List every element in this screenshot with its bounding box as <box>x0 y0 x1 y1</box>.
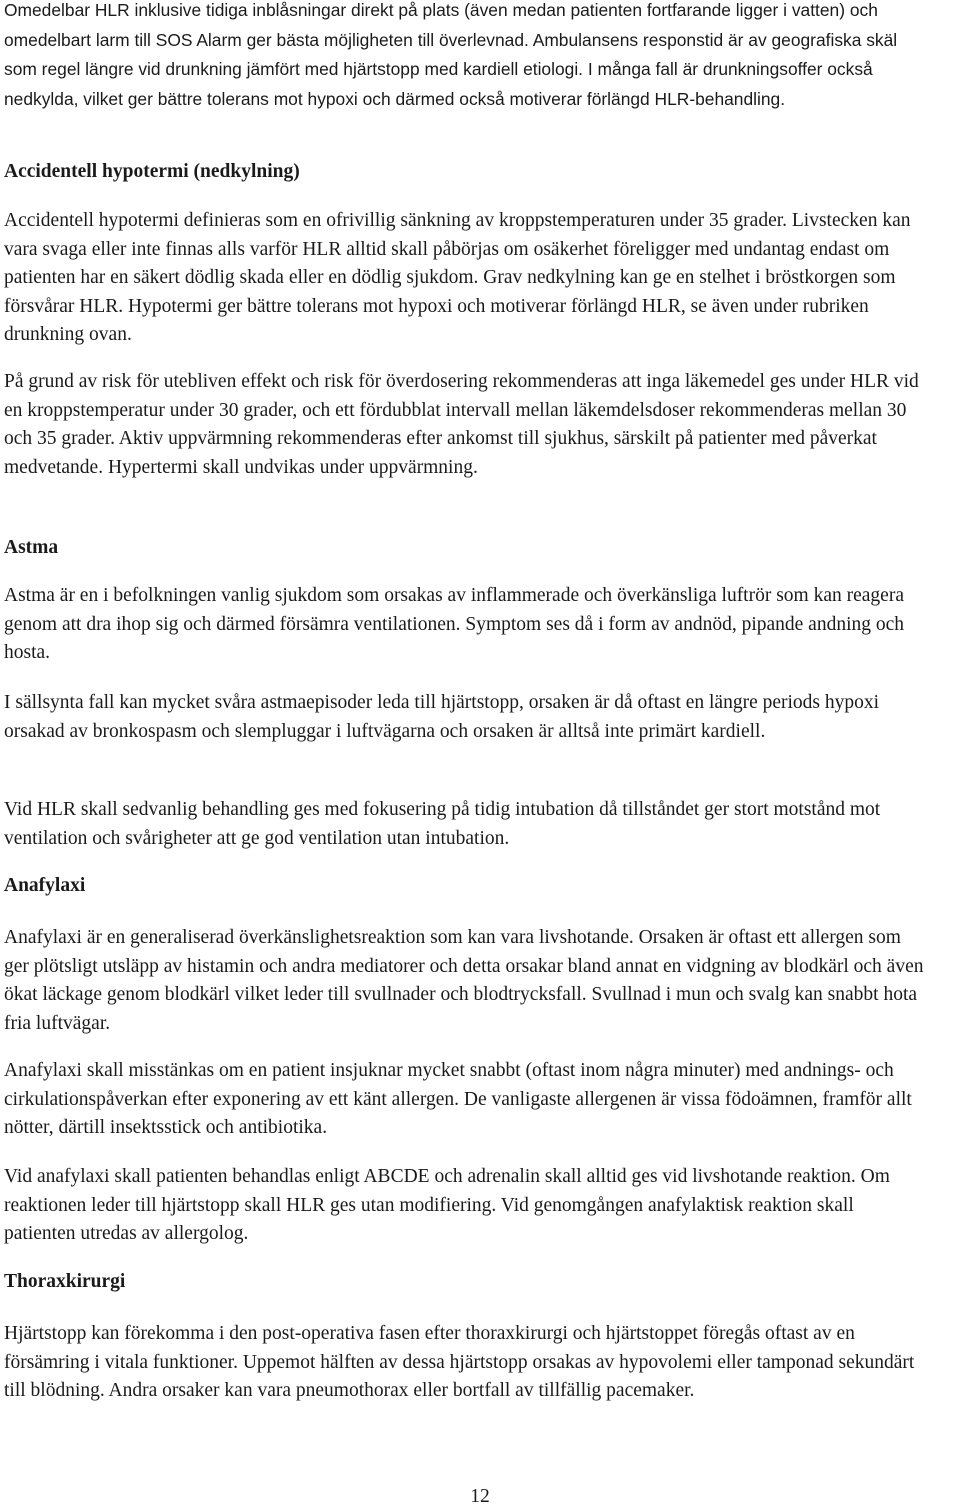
drunkning-paragraph <box>4 0 930 114</box>
anafylaxi-paragraph-2: Anafylaxi skall misstänkas om en patient insjuknar mycket snabbt (oftast inom några minuter) med andnings- och cirkulationspåverkan efter exponering av ett känt allergen. De vanligaste allergenen är vissa födoämnen, framför allt nötter, därtill insektsstick och antibiotika. <box>4 1060 912 1139</box>
section-heading-thoraxkirurgi: Thoraxkirurgi <box>4 1271 126 1292</box>
thoraxkirurgi-paragraph: Hjärtstopp kan förekomma i den post-operativa fasen efter thoraxkirurgi och hjärtstoppet föregås oftast av en försämring i vitala funktioner. Uppemot hälften av dessa hjärtstopp orsakas av hypovolemi eller tamponad sekundärt till blödning. Andra orsaker kan vara pneumothorax eller bortfall av tillfällig pacemaker. <box>4 1323 915 1402</box>
anafylaxi-paragraph-3: Vid anafylaxi skall patienten behandlas enligt ABCDE och adrenalin skall alltid ges vid livshotande reaktion. Om reaktionen leder till hjärtstopp skall HLR ges utan modifiering. Vid genomgången anafylaktisk reaktion skall patienten utredas av allergolog. <box>4 1166 890 1245</box>
section-heading-anafylaxi: Anafylaxi <box>4 875 86 896</box>
drunkning-text: Omedelbar HLR inklusive tidiga inblåsningar direkt på plats (även medan patienten fortfarande ligger i vatten) och omedelbart larm till SOS Alarm ger bästa möjligheten till överlevnad. Ambulansens responstid är av geografiska skäl som regel längre vid drunkning jämfört med hjärtstopp med kardiell etiologi. I många fall är drunkningsoffer också nedkylda, vilket ger bättre tolerans mot hypoxi och därmed också motiverar förlängd HLR-behandling. <box>4 0 898 109</box>
astma-paragraph-3: Vid HLR skall sedvanlig behandling ges med fokusering på tidig intubation då tillståndet ger stort motstånd mot ventilation och svårigheter att ge god ventilation utan intubation. <box>4 799 881 849</box>
astma-paragraph-1: Astma är en i befolkningen vanlig sjukdom som orsakas av inflammerade och överkänsliga luftrör som kan reagera genom att dra ihop sig och därmed försämra ventilationen. Symptom ses då i form av andnöd, pipande andning och hosta. <box>4 585 905 664</box>
hypotermi-paragraph-1: Accidentell hypotermi definieras som en ofrivillig sänkning av kroppstemperaturen under 35 grader. Livstecken kan vara svaga eller inte finnas alls varför HLR alltid skall påbörjas om osäkerhet föreligger med undantag endast om patienten har en säkert dödlig skada eller en dödlig sjukdom. Grav nedkylning kan ge en stelhet i bröstkorgen som försvårar HLR. Hypotermi ger bättre tolerans mot hypoxi och motiverar förlängd HLR, se även under rubriken drunkning ovan. <box>4 210 911 346</box>
astma-paragraph-2: I sällsynta fall kan mycket svåra astmaepisoder leda till hjärtstopp, orsaken är då oftast en längre periods hypoxi orsakad av bronkospasm och slempluggar i luftvägarna och orsaken är alltså inte primärt kardiell. <box>4 692 880 742</box>
hypotermi-paragraph-2: På grund av risk för utebliven effekt och risk för överdosering rekommenderas att inga läkemedel ges under HLR vid en kroppstemperatur under 30 grader, och ett fördubblat intervall mellan läkemdelsdoser rekommenderas mellan 30 och 35 grader. Aktiv uppvärmning rekommenderas efter ankomst till sjukhus, särskilt på patienter med påverkat medvetande. Hypertermi skall undvikas under uppvärmning. <box>4 371 919 478</box>
section-heading-hypotermi: Accidentell hypotermi (nedkylning) <box>4 161 300 182</box>
page-number: 12 <box>470 1486 490 1507</box>
section-heading-astma: Astma <box>4 537 59 558</box>
anafylaxi-paragraph-1: Anafylaxi är en generaliserad överkänslighetsreaktion som kan vara livshotande. Orsaken är oftast ett allergen som ger plötsligt utsläpp av histamin och andra mediatorer och detta orsakar bland annat en vidgning av blodkärl och även ökat läckage genom blodkärl vilket leder till svullnader och blodtrycksfall. Svullnad i mun och svalg kan snabbt hota fria luftvägar. <box>4 927 924 1034</box>
